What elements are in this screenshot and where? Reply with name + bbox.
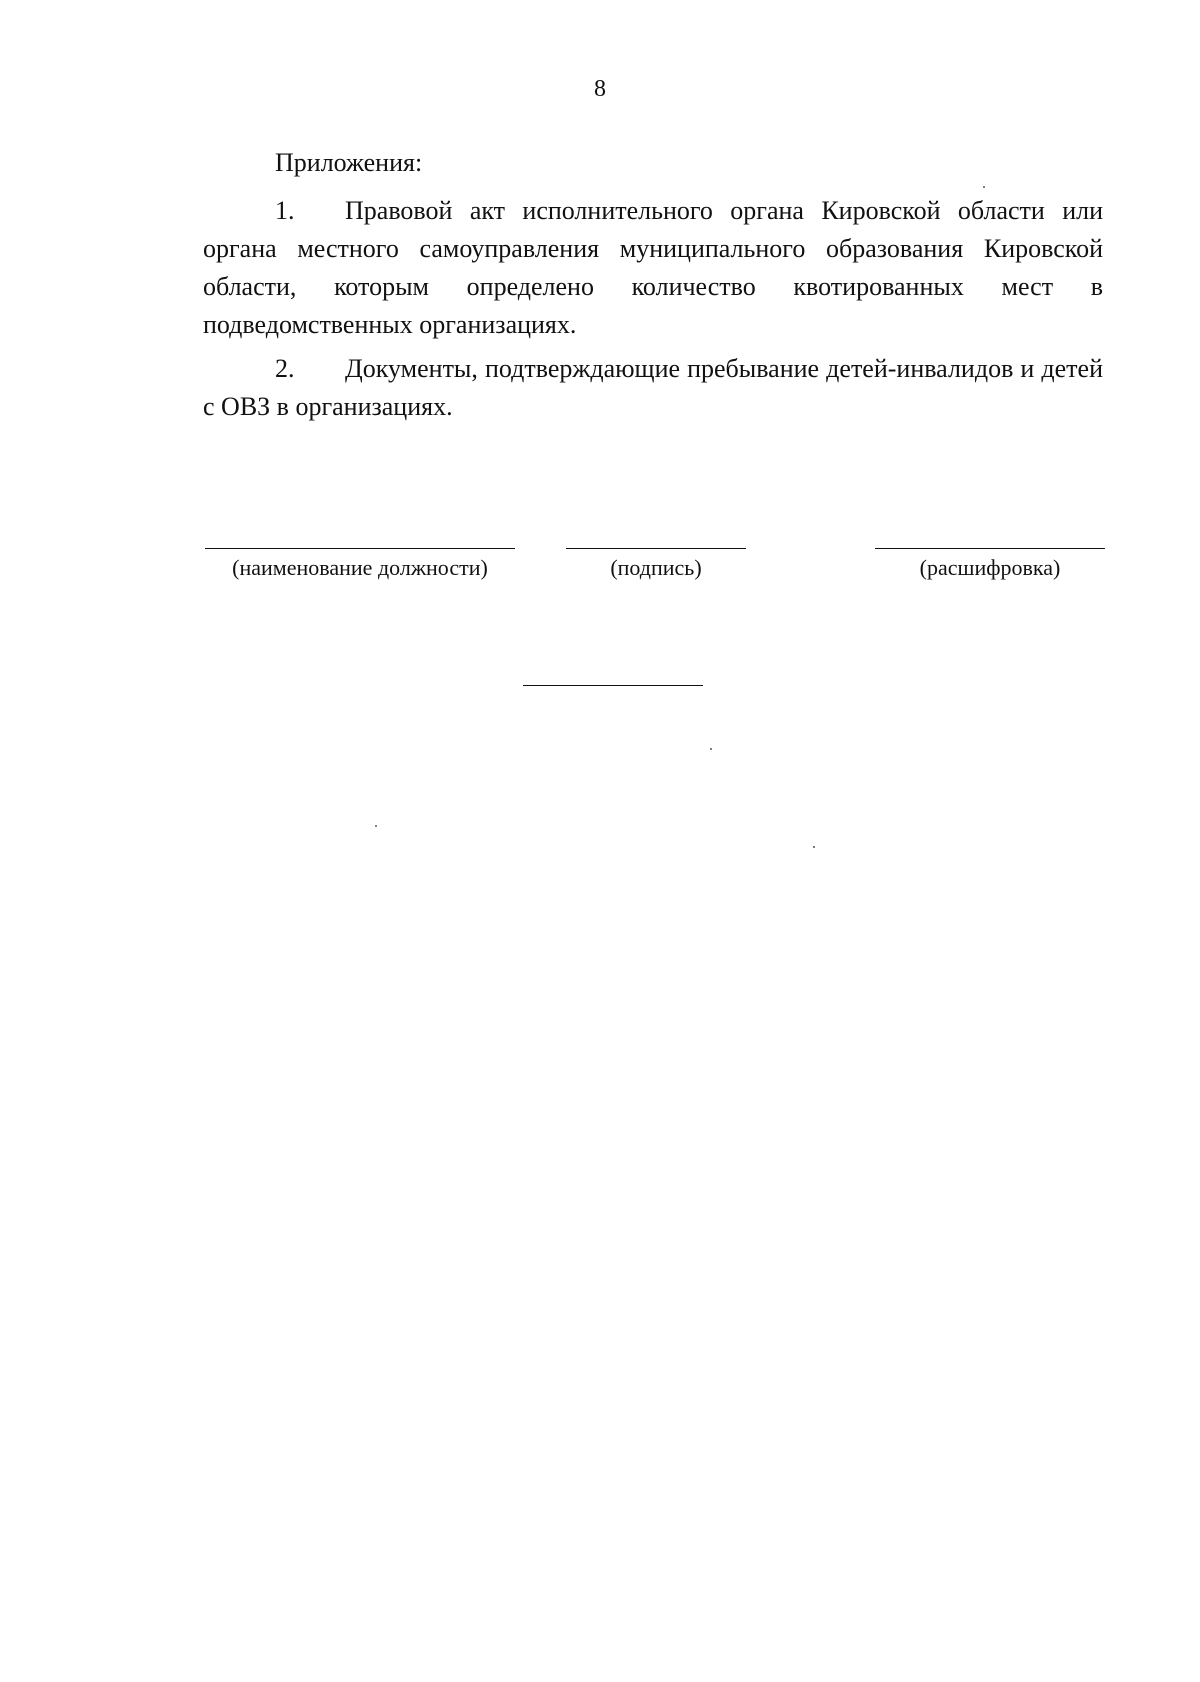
attachment-item-2: [203, 350, 1103, 426]
attachment-item-text: Правовой акт исполнительного органа Кировской области или органа местного самоуправления муниципального образования Кировской области, которым определено количество квотированных мест в подведомственных организациях.: [203, 196, 1103, 339]
page-number: 8: [594, 76, 606, 102]
signature-position-line: [205, 548, 515, 549]
scan-speck: [710, 748, 712, 750]
signature-name-line: [875, 548, 1105, 549]
signature-name-caption: (расшифровка): [919, 555, 1061, 580]
attachments-section: [203, 144, 1103, 432]
signature-sign-line: [566, 548, 746, 549]
document-end-line: [523, 685, 703, 686]
attachment-item-text: Документы, подтверждающие пребывание детей-инвалидов и детей с ОВЗ в организациях.: [203, 354, 1103, 421]
attachments-heading: Приложения:: [275, 148, 423, 177]
signature-name-field: [875, 548, 1105, 581]
signature-position-field: [205, 548, 515, 581]
scan-speck: [375, 825, 377, 827]
signature-position-caption: (наименование должности): [232, 555, 488, 580]
signature-sign-caption: (подпись): [610, 555, 702, 580]
attachment-item-number: 2.: [275, 354, 295, 383]
signature-sign-field: [566, 548, 746, 581]
scan-speck: [983, 186, 985, 188]
attachment-item-number: 1.: [275, 196, 295, 225]
attachment-item-1: [203, 192, 1103, 344]
scan-speck: [813, 846, 815, 848]
